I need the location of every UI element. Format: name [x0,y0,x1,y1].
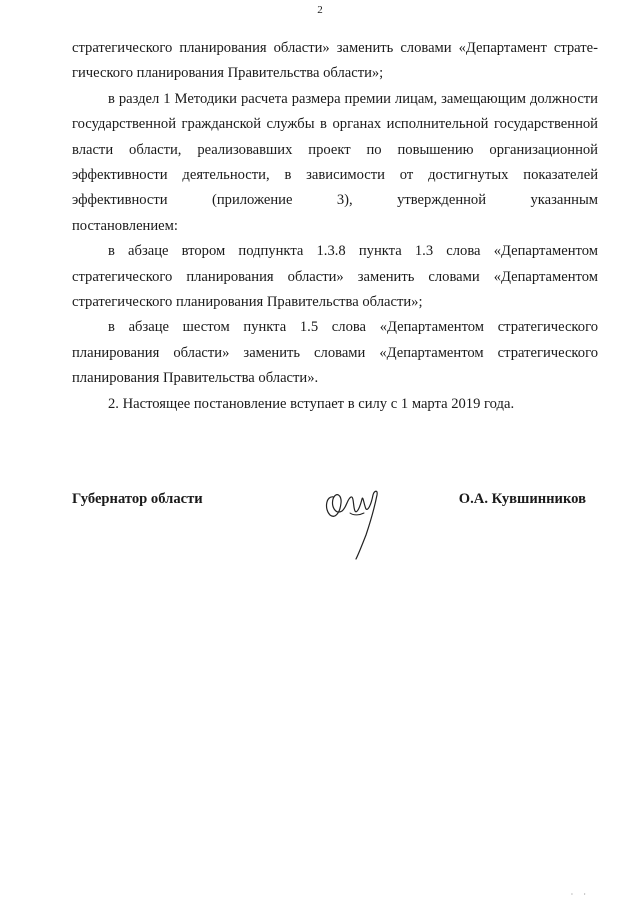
paragraph-3-text: в абзаце втором подпункта 1.3.8 пункта 1.3 слова «Департаментом стратегического планирования области» заменить словами «Департаментом [72,243,598,285]
signature-block [72,491,598,571]
paragraph-2-last-line: постановлением: [72,217,178,234]
paragraph-3 [72,239,598,315]
paragraph-1-last-line: гического планирования Правительства области»; [72,65,384,82]
signer-title: Губернатор области [72,491,203,507]
signer-name: О.А. Кувшинников [458,491,586,507]
paragraph-1 [72,36,598,87]
scan-marks: · · [570,890,590,899]
paragraph-5 [72,392,598,417]
paragraph-4 [72,315,598,391]
paragraph-2 [72,87,598,239]
paragraph-2-text: в раздел 1 Методики расчета размера премии лицам, замещающим должности государственной гражданской службы в органах исполнительной государственной власти области, реализовавших проект по повышению организационной эффективности деятельности, в зависимости от достигнутых показателей эффективности (приложение 3), утвержденной указанным [72,90,598,209]
paragraph-3-last-line: стратегического планирования Правительства области»; [72,294,423,311]
paragraph-1-text: стратегического планирования области» заменить словами «Департамент страте- [72,40,598,56]
page-number: 2 [317,4,323,16]
paragraph-4-text: в абзаце шестом пункта 1.5 слова «Департаментом стратегического планирования области» заменить словами «Департаментом стратегического [72,319,598,361]
paragraph-5-text: 2. Настоящее постановление вступает в силу с 1 марта 2019 года. [108,395,515,412]
document-body [72,36,598,417]
paragraph-4-last-line: планирования Правительства области». [72,370,319,387]
handwritten-signature [320,483,390,561]
